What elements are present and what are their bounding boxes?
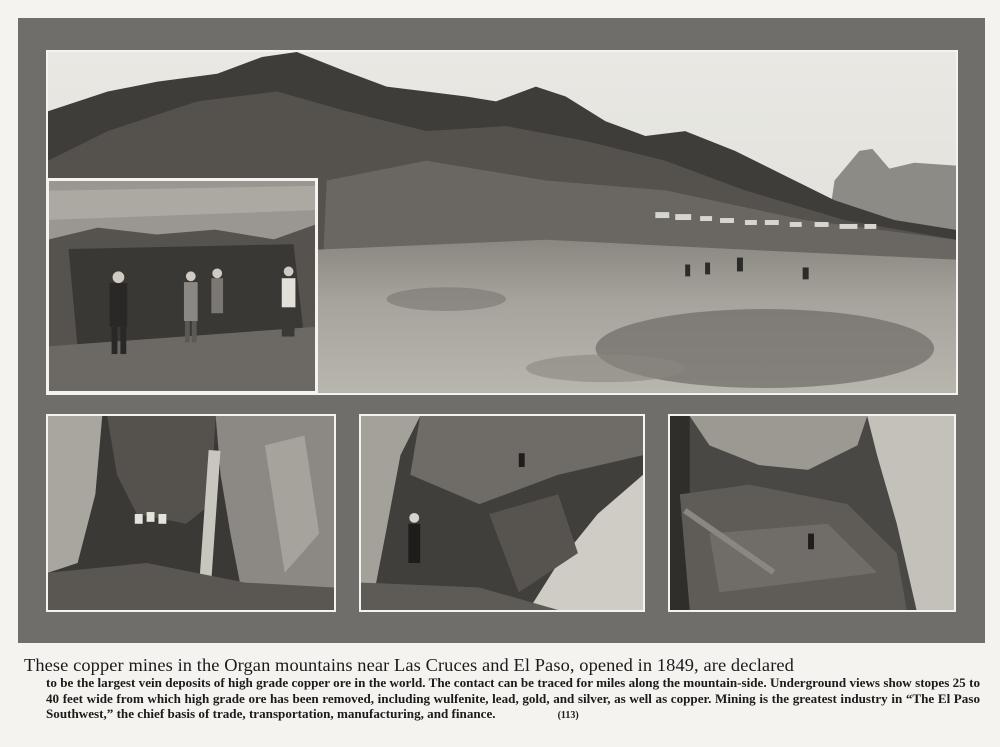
page-number: (113) xyxy=(557,710,579,721)
mine-entrance-inset-photo xyxy=(46,178,318,394)
caption-body xyxy=(46,675,980,724)
underground-stope-image-2 xyxy=(361,416,643,610)
caption-lead-line: These copper mines in the Organ mountains near Las Cruces and El Paso, opened in 1849, are declared xyxy=(24,655,794,675)
underground-stope-image-3 xyxy=(670,416,954,610)
underground-stope-photo-2 xyxy=(359,414,645,612)
photo-caption xyxy=(24,655,984,724)
photo-plate xyxy=(18,18,985,643)
underground-stope-photo-3 xyxy=(668,414,956,612)
mine-entrance-image xyxy=(49,181,315,391)
caption-body-text: to be the largest vein deposits of high grade copper ore in the world. The contact can be traced for miles along the mountain-side. Underground views show stopes 25 to 40 feet wide from which high grade ore has been removed, including wulfenite, lead, gold, and silver, as well as copper. Mining is the greatest industry in “The El Paso Southwest,” the chief basis of trade, transportation, manufacturing, and finance. xyxy=(46,675,980,721)
underground-stope-image-1 xyxy=(48,416,334,610)
underground-stope-photo-1 xyxy=(46,414,336,612)
